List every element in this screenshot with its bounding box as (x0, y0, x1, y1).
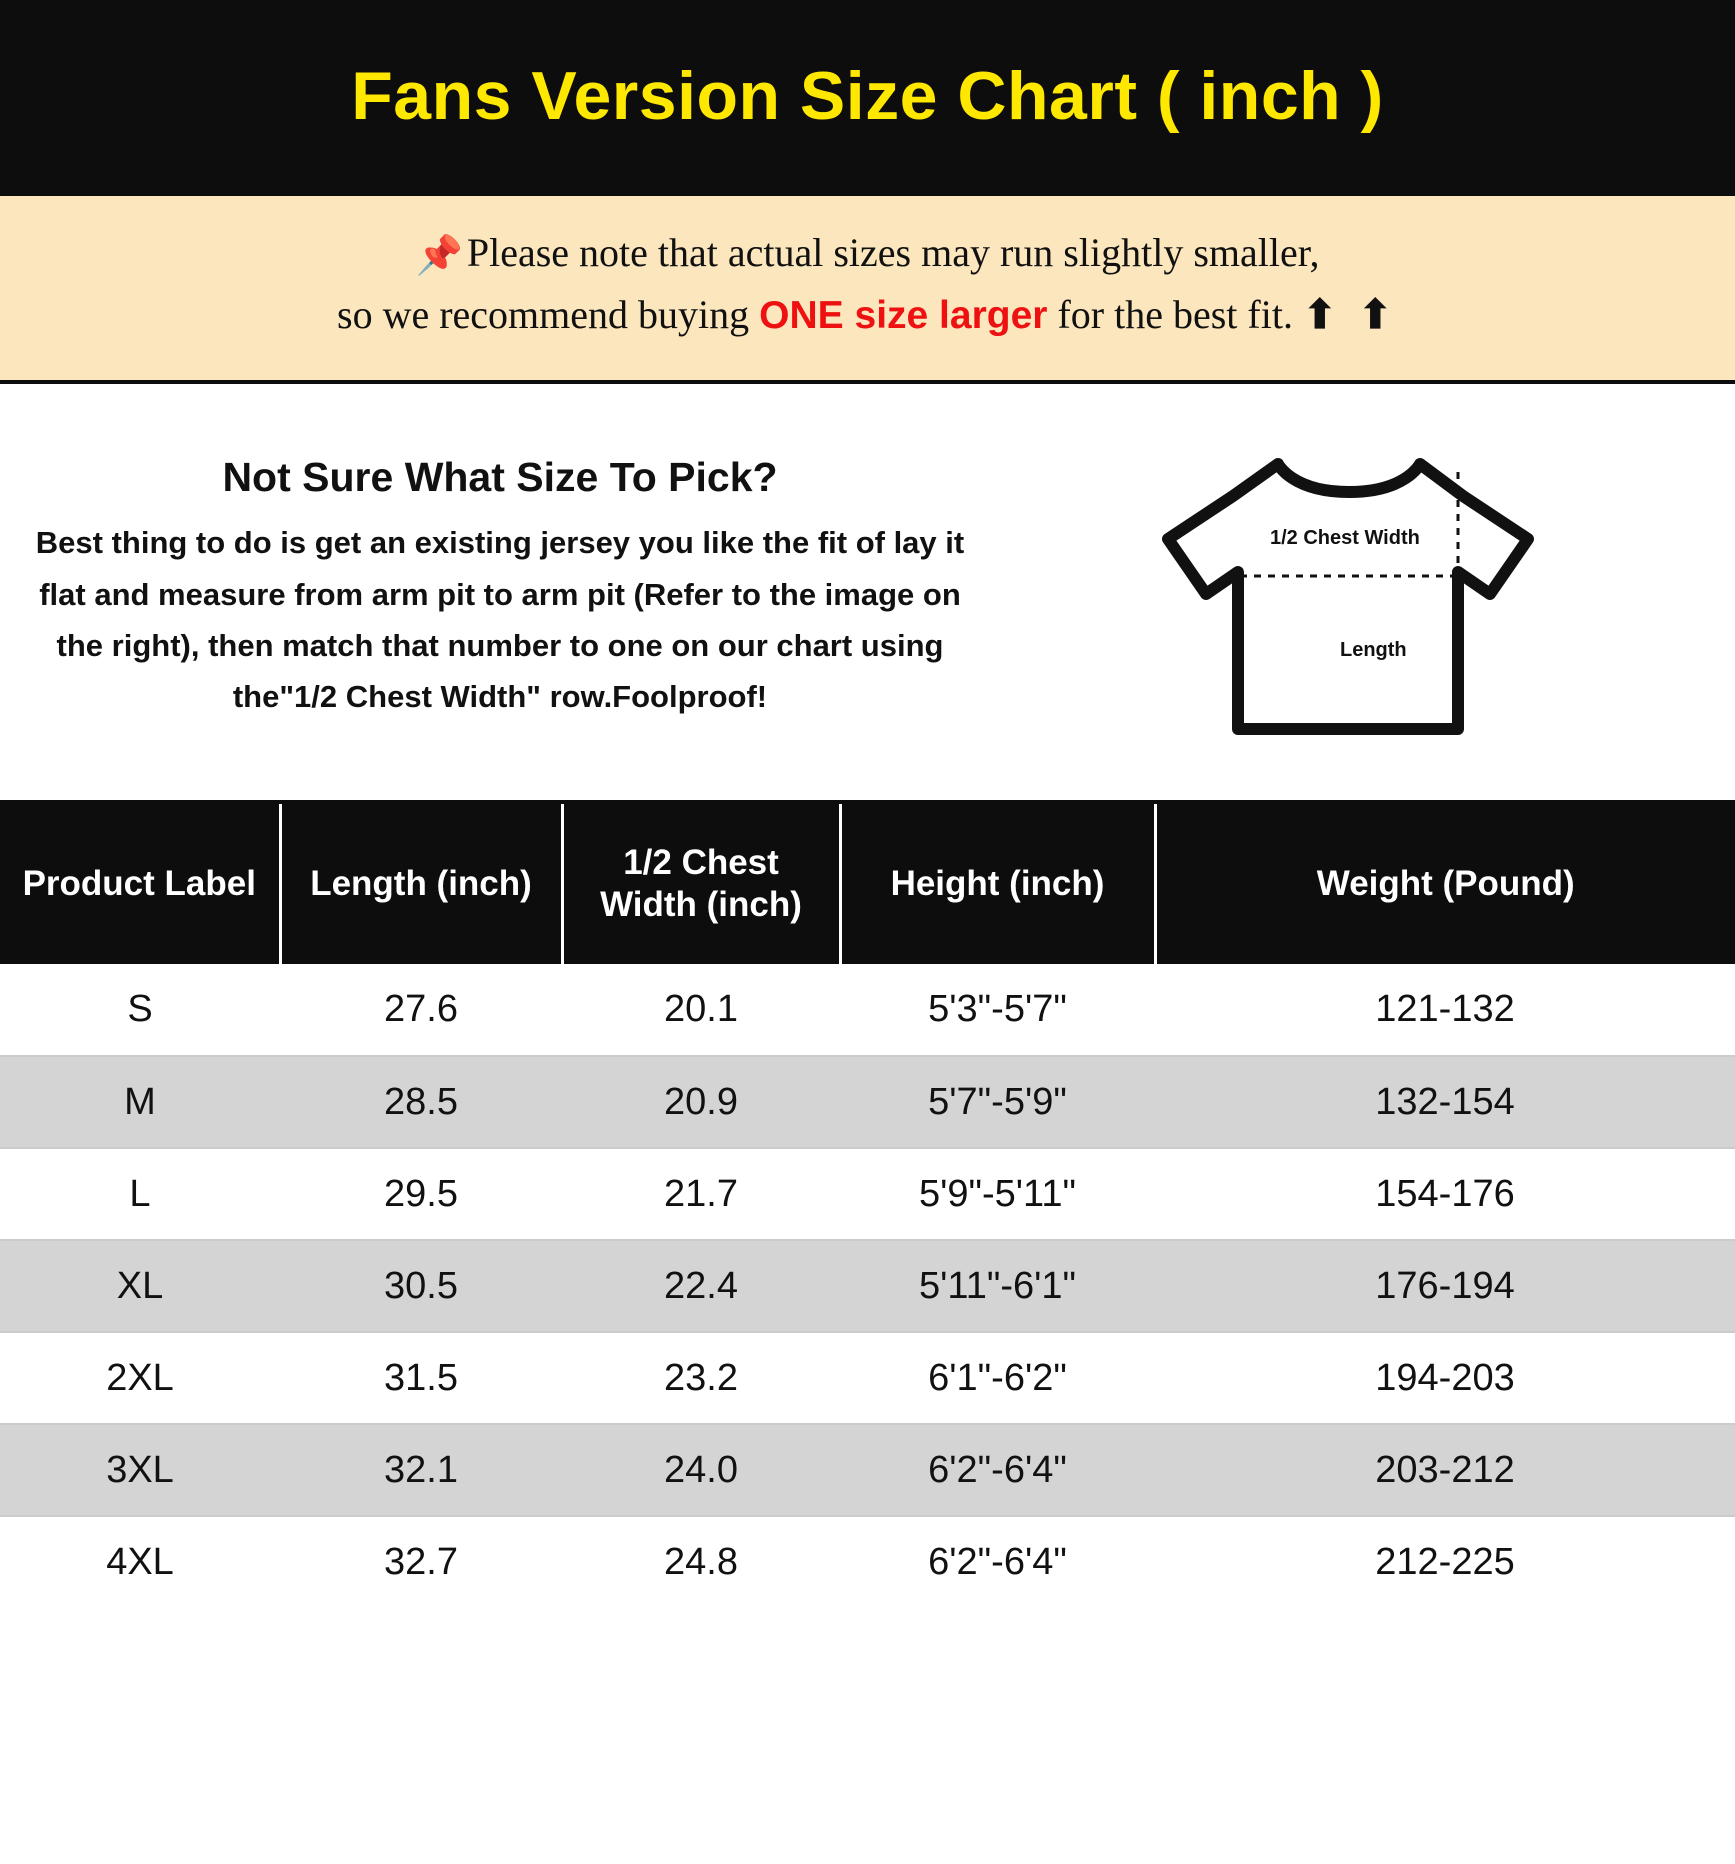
cell-label: M (0, 1056, 280, 1148)
cell-chest: 20.9 (562, 1056, 840, 1148)
note-line-1 (20, 222, 1715, 284)
arrow-up-icon: ⬆ ⬆ (1302, 292, 1398, 337)
measuring-guide-section (0, 384, 1735, 804)
note-line-1-text: Please note that actual sizes may run slightly smaller, (466, 230, 1320, 275)
note-highlight: ONE size larger (759, 294, 1048, 337)
table-body (0, 964, 1735, 1608)
table-row (0, 1516, 1735, 1608)
cell-weight: 203-212 (1155, 1424, 1735, 1516)
cell-label: 2XL (0, 1332, 280, 1424)
cell-height: 6'1"-6'2" (840, 1332, 1155, 1424)
cell-height: 5'11"-6'1" (840, 1240, 1155, 1332)
chart-title-bar (0, 0, 1735, 192)
cell-chest: 20.1 (562, 964, 840, 1056)
size-table (0, 804, 1735, 1608)
cell-chest: 24.8 (562, 1516, 840, 1608)
table-row (0, 1148, 1735, 1240)
header-length: Length (inch) (280, 804, 562, 964)
size-note-banner (0, 192, 1735, 384)
cell-length: 28.5 (280, 1056, 562, 1148)
cell-label: 4XL (0, 1516, 280, 1608)
cell-height: 5'9"-5'11" (840, 1148, 1155, 1240)
length-label: Length (1339, 639, 1407, 662)
cell-weight: 132-154 (1155, 1056, 1735, 1148)
pin-icon: 📌 (415, 235, 463, 277)
chest-width-label: 1/2 Chest Width (1269, 527, 1420, 550)
header-chest-width: 1/2 Chest Width (inch) (562, 804, 840, 964)
cell-length: 32.7 (280, 1516, 562, 1608)
cell-length: 31.5 (280, 1332, 562, 1424)
cell-chest: 23.2 (562, 1332, 840, 1424)
note-line-2 (20, 284, 1715, 346)
cell-label: S (0, 964, 280, 1056)
guide-body: Best thing to do is get an existing jersey you like the fit of lay it flat and measure from arm pit to arm pit (Refer to the image on the right), then match that number to one on our chart using the"1/2 Chest Width" row.Foolproof! (35, 525, 965, 714)
cell-label: 3XL (0, 1424, 280, 1516)
cell-weight: 154-176 (1155, 1148, 1735, 1240)
header-weight: Weight (Pound) (1155, 804, 1735, 964)
cell-label: L (0, 1148, 280, 1240)
cell-height: 5'3"-5'7" (840, 964, 1155, 1056)
table-row (0, 964, 1735, 1056)
table-row (0, 1424, 1735, 1516)
cell-height: 6'2"-6'4" (840, 1424, 1155, 1516)
cell-label: XL (0, 1240, 280, 1332)
cell-length: 29.5 (280, 1148, 562, 1240)
cell-length: 32.1 (280, 1424, 562, 1516)
cell-length: 30.5 (280, 1240, 562, 1332)
cell-height: 6'2"-6'4" (840, 1516, 1155, 1608)
cell-chest: 21.7 (562, 1148, 840, 1240)
note-line-2-suffix: for the best fit. (1047, 292, 1303, 337)
table-row (0, 1056, 1735, 1148)
cell-length: 27.6 (280, 964, 562, 1056)
table-row (0, 1240, 1735, 1332)
header-product-label: Product Label (0, 804, 280, 964)
tshirt-diagram (1000, 434, 1735, 744)
guide-heading: Not Sure What Size To Pick? (222, 454, 778, 501)
measuring-guide-text (0, 434, 1000, 722)
cell-chest: 24.0 (562, 1424, 840, 1516)
table-header-row (0, 804, 1735, 964)
cell-chest: 22.4 (562, 1240, 840, 1332)
table-row (0, 1332, 1735, 1424)
cell-height: 5'7"-5'9" (840, 1056, 1155, 1148)
cell-weight: 212-225 (1155, 1516, 1735, 1608)
header-height: Height (inch) (840, 804, 1155, 964)
note-line-2-prefix: so we recommend buying (337, 292, 760, 337)
tshirt-icon (1158, 444, 1578, 744)
page-title: Fans Version Size Chart ( inch ) (351, 58, 1384, 134)
cell-weight: 176-194 (1155, 1240, 1735, 1332)
cell-weight: 121-132 (1155, 964, 1735, 1056)
cell-weight: 194-203 (1155, 1332, 1735, 1424)
